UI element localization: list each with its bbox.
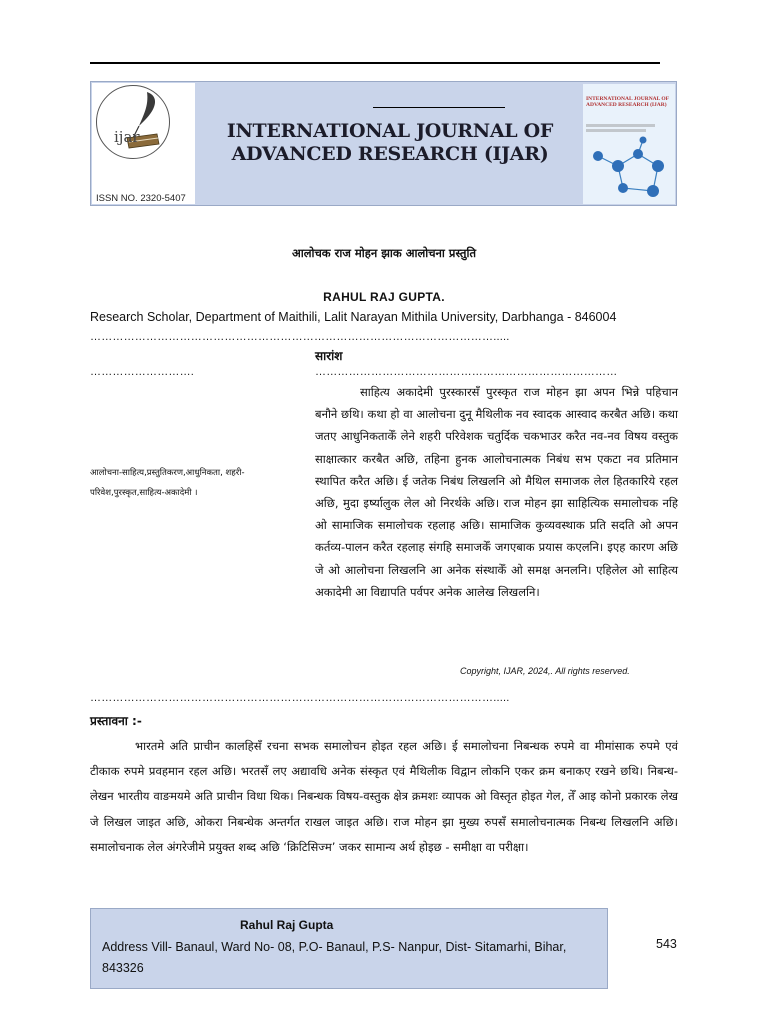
journal-logo — [96, 85, 170, 159]
page-number: 543 — [656, 937, 677, 951]
issn-number: ISSN NO. 2320-5407 — [96, 193, 186, 204]
author-name: RAHUL RAJ GUPTA. — [323, 290, 445, 304]
title-rule — [373, 107, 505, 108]
article-title: आलोचक राज मोहन झाक आलोचना प्रस्तुति — [291, 246, 477, 260]
cover-subtext — [586, 124, 672, 132]
corresponding-author-address: Address Vill- Banaul, Ward No- 08, P.O- Banaul, P.S- Nanpur, Dist- Sitamarhi, Bihar, 843326 — [102, 940, 567, 975]
keywords: आलोचना-साहित्य,प्रस्तुतिकरण,आधुनिकता, शहरी-परिवेश,पुरस्कृत,साहित्य-अकादेमी । — [90, 468, 245, 498]
abstract-text: साहित्य अकादेमी पुरस्कारसँ पुरस्कृत राज मोहन झा अपन भिन्ने पहिचान बनौने छथि। कथा हो वा आलोचना दुनू मैथिलीक नव स्वादक आस्वाद करबैत अछि। कथा जतए आधुनिकताकेँ लेने शहरी परिवेशक चतुर्दिक चकभाउर करैत नव-नव विषय वस्तुक साक्षात्कार करबैत अछि, तहिना हुनक आलोचनात्मक निबंध सभ एकटा नव प्रतिमान स्थापित करैत अछि। ई जतेक निबंध लिखलनि ओ मैथिल समाजक लेल हितकारिये रहल अछि, मुदा इर्ष्यालुक लेल ओ निरर्थके अछि। राज मोहन झा साहित्यिक समालोचक नहि ओ सामाजिक समालोचक रहलाह अछि। सामाजिक कुव्यवस्थाक प्रति सदति ओ अपन कर्तव्य-पालन करैत रहलाह संगहि समाजकेँ जगएबाक प्रयास कएलनि। इएह कारण अछि जे ओ आलोचना लिखलनि आ अनेक संस्थाकेँ ओ समक्ष अनलनि। एहिलेल ओ साहित्य अकादेमी आ विद्यापति पर्वपर अनेक आलेख लिखलनि। — [315, 385, 678, 599]
corresponding-author-name: Rahul Raj Gupta — [240, 918, 334, 932]
logo-text: ijar — [114, 128, 140, 146]
cover-title: INTERNATIONAL JOURNAL OF ADVANCED RESEARCH (IJAR) — [586, 96, 669, 108]
molecule-icon — [583, 136, 675, 204]
top-rule — [90, 62, 660, 64]
introduction-heading: प्रस्तावना :- — [90, 714, 142, 728]
separator-dotted-2: ………………………………………………………………………………………………..... — [90, 692, 510, 704]
journal-cover-thumbnail — [583, 84, 675, 204]
journal-title — [200, 120, 580, 166]
journal-title-line-2: ADVANCED RESEARCH (IJAR) — [231, 143, 549, 165]
separator-dotted: ………………………………………………………………………………………………..... — [90, 331, 510, 343]
journal-title-line-1: INTERNATIONAL JOURNAL OF — [226, 120, 554, 142]
separator-dotted-abstract: ……………………………………………………………………… — [315, 366, 618, 378]
abstract-heading: सारांश — [315, 349, 343, 363]
author-affiliation: Research Scholar, Department of Maithili, Lalit Narayan Mithila University, Darbhanga - 846004 — [90, 310, 617, 324]
separator-dotted-left: ………………………. — [90, 366, 195, 378]
copyright-notice: Copyright, IJAR, 2024,. All rights reserved. — [460, 666, 630, 676]
introduction-text: भारतमे अति प्राचीन कालहिसँ रचना सभक समालोचन होइत रहल अछि। ई समालोचना निबन्धक रुपमे वा मीमांसाक रुपमे एवं टीकाक रुपमे प्रवहमान रहल अछि। भरतसँ लए अद्यावधि अनेक संस्कृत एवं मैथिलीक विद्वान लोकनि एकर क्रम बनाकए रखने छथि। निबन्ध-लेखन भारतीय वाङमयमे अति प्राचीन विधा थिक। निबन्धक विषय-वस्तुक क्षेत्र क्रमशः व्यापक ओ विस्तृत होइत गेल, तेँ आइ कोनो प्रकारक लेख जे लिखल जाइत अछि, ओकरा निबन्धेक अन्तर्गत राखल जाइत अछि। राज मोहन झा मुख्य रुपसँ समालोचनात्मक निबन्ध लिखलनि अछि। समालोचनाक लेल अंगरेजीमे प्रयुक्त शब्द अछि ‘क्रिटिसिज्म’ जकर सामान्य अर्थ होइछ - समीक्षा वा परीक्षा। — [90, 739, 678, 854]
quill-book-icon — [97, 86, 169, 158]
